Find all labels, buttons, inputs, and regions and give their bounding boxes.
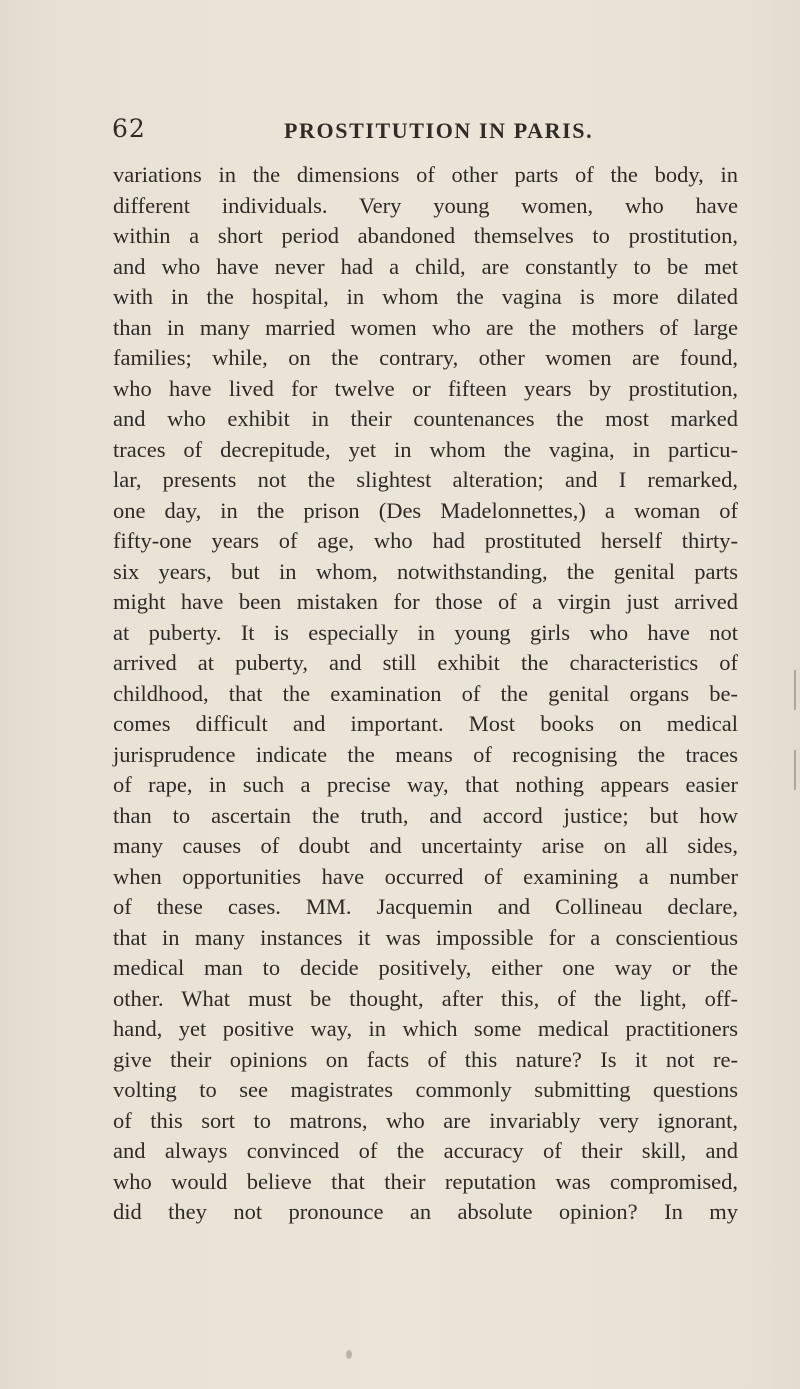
text-line: other. What must be thought, after this, of the light, off-	[113, 985, 738, 1011]
text-line: with in the hospital, in whom the vagina is more dilated	[113, 284, 738, 309]
text-line: of rape, in such a precise way, that nothing appears easier	[113, 772, 738, 797]
text-line: and always convinced of the accuracy of their skill, and	[113, 1138, 738, 1163]
page-header	[112, 114, 736, 154]
text-line: jurisprudence indicate the means of recognising the traces	[113, 741, 738, 767]
text-line: fifty-one years of age, who had prostituted herself thirty-	[113, 528, 738, 553]
text-line: comes difficult and important. Most books on medical	[113, 711, 738, 736]
body-text	[113, 160, 738, 1228]
text-line: traces of decrepitude, yet in whom the vagina, in particu-	[113, 436, 738, 462]
text-line: than in many married women who are the mothers of large	[113, 314, 738, 340]
text-line: of these cases. MM. Jacquemin and Collineau declare,	[113, 894, 738, 919]
text-line: who would believe that their reputation was compromised,	[113, 1168, 738, 1194]
text-line: one day, in the prison (Des Madelonnettes,) a woman of	[113, 497, 738, 523]
text-line: different individuals. Very young women, who have	[113, 192, 738, 218]
text-line: who have lived for twelve or fifteen years by prostitution,	[113, 375, 738, 401]
text-line: volting to see magistrates commonly submitting questions	[113, 1077, 738, 1102]
text-line: and who exhibit in their countenances the most marked	[113, 406, 738, 431]
text-line: hand, yet positive way, in which some medical practitioners	[113, 1016, 738, 1041]
text-line: than to ascertain the truth, and accord justice; but how	[113, 802, 738, 828]
page-edge-mark	[794, 670, 796, 710]
text-line: of this sort to matrons, who are invariably very ignorant,	[113, 1107, 738, 1133]
text-line: arrived at puberty, and still exhibit the characteristics of	[113, 650, 738, 675]
text-line: give their opinions on facts of this nature? Is it not re-	[113, 1046, 738, 1072]
text-line: variations in the dimensions of other parts of the body, in	[113, 162, 738, 187]
text-line: that in many instances it was impossible for a conscientious	[113, 924, 738, 950]
text-line: within a short period abandoned themselves to prostitution,	[113, 223, 738, 248]
ink-speck	[346, 1350, 352, 1359]
text-line: many causes of doubt and uncertainty arise on all sides,	[113, 833, 738, 858]
text-line: at puberty. It is especially in young girls who have not	[113, 619, 738, 645]
text-line: childhood, that the examination of the genital organs be-	[113, 680, 738, 706]
text-line: six years, but in whom, notwithstanding, the genital parts	[113, 558, 738, 584]
text-line: families; while, on the contrary, other women are found,	[113, 345, 738, 370]
text-line: might have been mistaken for those of a virgin just arrived	[113, 589, 738, 614]
text-line: lar, presents not the slightest alteration; and I remarked,	[113, 467, 738, 492]
text-line: did they not pronounce an absolute opinion? In my	[113, 1199, 738, 1224]
running-title: PROSTITUTION IN PARIS.	[284, 118, 594, 143]
page-number: 62	[112, 114, 146, 143]
text-line: and who have never had a child, are constantly to be met	[113, 253, 738, 279]
page-edge-mark	[794, 750, 796, 790]
text-line: medical man to decide positively, either one way or the	[113, 955, 738, 980]
text-line: when opportunities have occurred of examining a number	[113, 863, 738, 889]
